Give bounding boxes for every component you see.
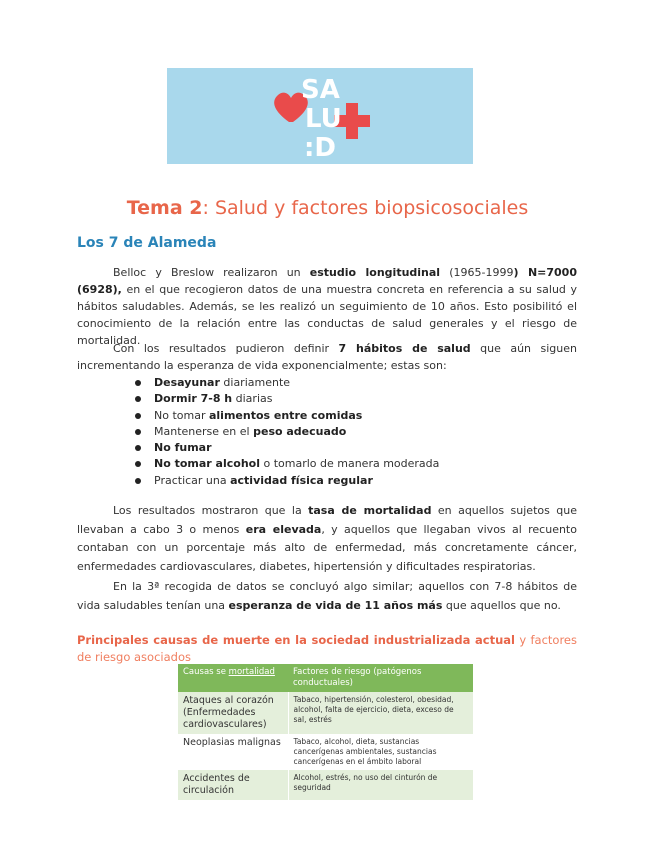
cell-factors: Alcohol, estrés, no uso del cinturón de seguridad: [288, 770, 473, 800]
title-rest: : Salud y factores biopsicosociales: [202, 197, 529, 219]
list-item: No tomar alcohol o tomarlo de manera moderada: [135, 456, 439, 472]
risk-factors-table: [178, 664, 473, 800]
cell-cause: Neoplasias malignas: [178, 734, 288, 770]
list-item: No tomar alimentos entre comidas: [135, 408, 439, 424]
text-bold: esperanza de vida de 11 años más: [228, 598, 443, 612]
header-causes: Causas se mortalidad: [178, 664, 288, 692]
text-run: que aquellos que no.: [442, 598, 561, 612]
paragraph-third-collection: [77, 578, 577, 615]
text-run: Belloc y Breslow realizaron un: [113, 266, 310, 279]
logo-letters-row-1: SA: [301, 75, 340, 105]
text-bold: ) N=7000 (6928),: [77, 266, 577, 296]
list-item: Dormir 7-8 h diarias: [135, 391, 439, 407]
header-factors: Factores de riesgo (patógenos conductuales): [288, 664, 473, 692]
page-title: [0, 197, 655, 219]
table-row: [178, 770, 473, 800]
paragraph-results: [77, 502, 577, 576]
title-bold: Tema 2: [126, 197, 203, 219]
list-item: Practicar una actividad física regular: [135, 473, 439, 489]
list-item: Desayunar diariamente: [135, 375, 439, 391]
text-run: (1965-1999: [440, 266, 514, 279]
salud-logo: [167, 68, 473, 164]
table-row: [178, 734, 473, 770]
text-run: que aún siguen incrementando la esperanza de vida exponencialmente; estas son:: [77, 342, 577, 372]
text-run: Con los resultados pudieron definir: [113, 342, 339, 355]
text-run: en el que recogieron datos de una muestra concreta en referencia a su salud y hábitos saludables. Además, se les realizó un seguimiento de 10 años. Esto posibilitó el conocimiento de la relación entre las conductas de salud generales y el riesgo de mortalidad.: [77, 283, 577, 347]
paragraph-belloc-breslow: [77, 264, 577, 349]
logo-letters-row-2: LU: [305, 104, 342, 134]
section-heading-causes: [77, 632, 577, 666]
cell-cause: Ataques al corazón (Enfermedades cardiovasculares): [178, 692, 288, 734]
text-bold: estudio longitudinal: [309, 266, 441, 279]
text-bold: era elevada: [245, 522, 322, 536]
text-bold: 7 hábitos de salud: [338, 342, 471, 355]
text-bold: tasa de mortalidad: [308, 504, 432, 517]
cell-factors: Tabaco, hipertensión, colesterol, obesidad, alcohol, falta de ejercicio, dieta, exceso de sal, estrés: [288, 692, 473, 734]
salud-logo-banner: [167, 68, 473, 164]
cell-factors: Tabaco, alcohol, dieta, sustancias cancerígenas ambientales, sustancias cancerígenas en el ámbito laboral: [288, 734, 473, 770]
heading-bold: Principales causas de muerte en la sociedad industrializada actual: [77, 633, 516, 647]
habits-list: [135, 375, 439, 489]
text-run: Los resultados mostraron que la: [113, 504, 309, 517]
table-header-row: [178, 664, 473, 692]
list-item: Mantenerse en el peso adecuado: [135, 424, 439, 440]
section-heading-alameda: Los 7 de Alameda: [77, 235, 217, 251]
text-run: en aquellos sujetos que llevaban a cabo 3 o menos: [77, 504, 578, 536]
cell-cause: Accidentes de circulación: [178, 770, 288, 800]
list-item: No fumar: [135, 440, 439, 456]
paragraph-7-habits-intro: [77, 340, 577, 374]
text-run: , y aquellos que llegaban vivos al recuento contaban con un porcentaje más alto de enfermedad, más concretamente cáncer, enfermedades cardiovasculares, diabetes, hipertensión y dificultades respiratorias.: [77, 522, 577, 573]
logo-letters-row-3: :D: [304, 133, 336, 163]
heading-rest: y factores de riesgo asociados: [77, 633, 578, 664]
table-row: [178, 692, 473, 734]
text-run: En la 3ª recogida de datos se concluyó algo similar; aquellos con 7-8 hábitos de vida saludables tenían una: [77, 580, 577, 612]
